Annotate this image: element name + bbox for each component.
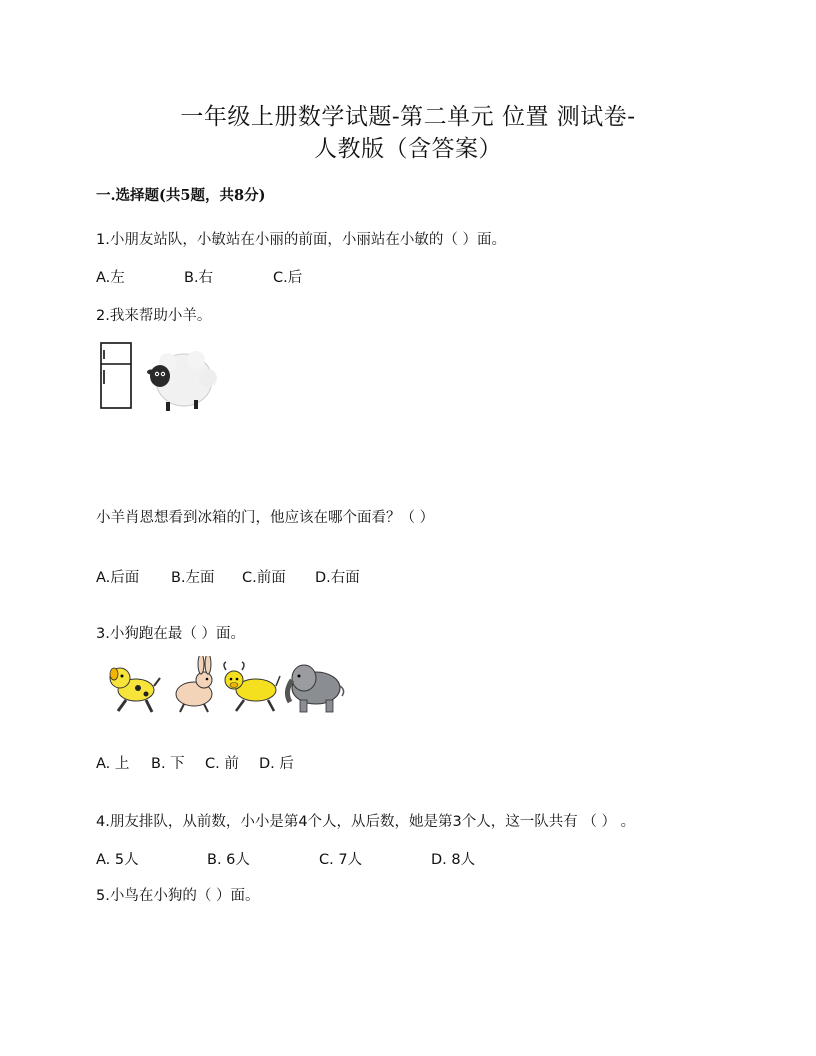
q4-option-b: B. 6人 (207, 852, 250, 868)
q2-illustration (96, 340, 221, 415)
elephant-icon (287, 665, 343, 712)
q4-option-a: A. 5人 (96, 852, 139, 868)
question-5-text: 5.小鸟在小狗的（ ）面。 (96, 888, 260, 904)
sheep-icon (147, 351, 217, 411)
q1-option-b: B.右 (184, 270, 214, 286)
q2-option-c: C.前面 (242, 570, 286, 586)
dog-icon (110, 668, 160, 712)
q3-option-a: A. 上 (96, 756, 130, 772)
q3-option-c: C. 前 (205, 756, 239, 772)
question-3-text: 3.小狗跑在最（ ）面。 (96, 626, 245, 642)
q3-illustration (104, 656, 354, 718)
refrigerator-icon (101, 343, 131, 408)
cow-icon (224, 662, 280, 711)
section-heading: 一.选择题(共5题，共8分) (96, 187, 266, 204)
question-2-text: 2.我来帮助小羊。 (96, 308, 212, 324)
question-2-prompt: 小羊肖恩想看到冰箱的门，他应该在哪个面看？（ ） (96, 510, 435, 526)
page-title-line-1: 一年级上册数学试题-第二单元 位置 测试卷- (180, 104, 636, 130)
q3-option-b: B. 下 (151, 756, 185, 772)
rabbit-icon (176, 656, 212, 712)
q2-option-d: D.右面 (315, 570, 360, 586)
q1-option-a: A.左 (96, 270, 125, 286)
q3-option-d: D. 后 (259, 756, 294, 772)
q4-option-d: D. 8人 (431, 852, 476, 868)
question-4-text: 4.朋友排队，从前数，小小是第4个人，从后数，她是第3个人，这一队共有 （ ） 。 (96, 814, 636, 830)
q2-option-a: A.后面 (96, 570, 140, 586)
q1-option-c: C.后 (273, 270, 303, 286)
q2-option-b: B.左面 (171, 570, 215, 586)
question-1-text: 1.小朋友站队，小敏站在小丽的前面，小丽站在小敏的（ ）面。 (96, 232, 506, 248)
q4-option-c: C. 7人 (319, 852, 363, 868)
page-title-line-2: 人教版（含答案） (314, 136, 502, 162)
